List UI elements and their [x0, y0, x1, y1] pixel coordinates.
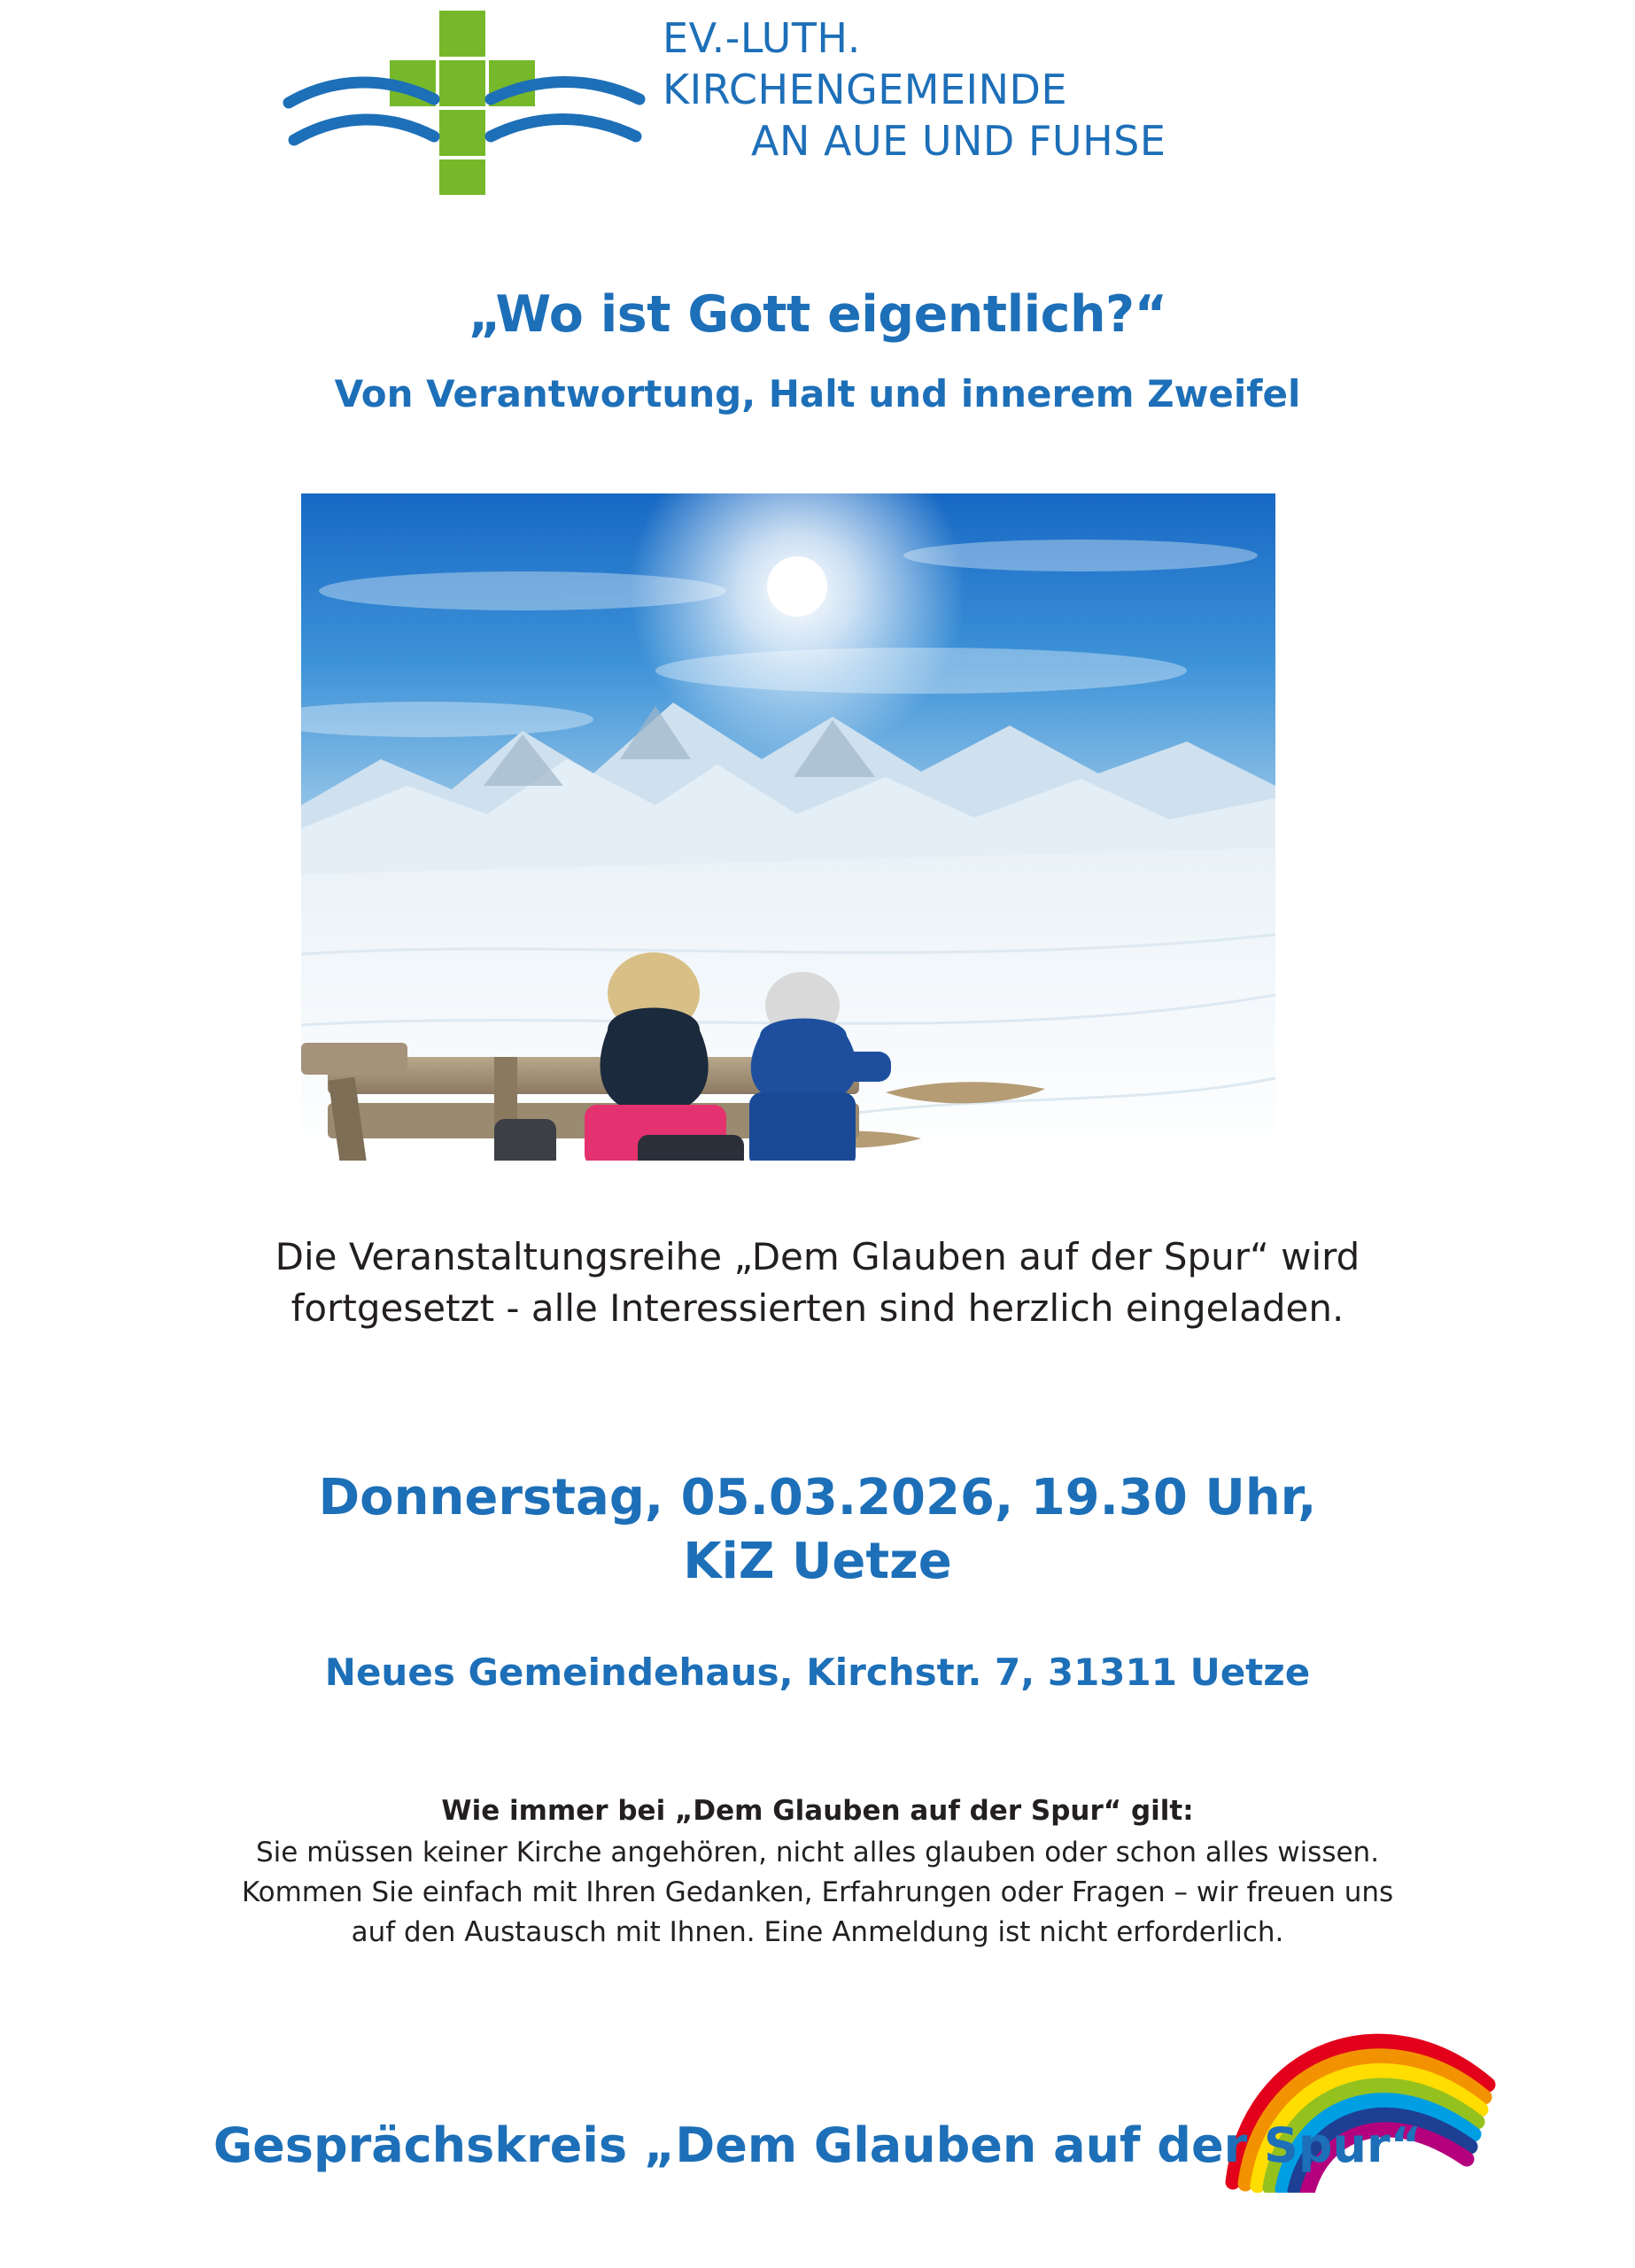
event-datetime	[97, 1466, 1538, 1594]
event-place-line: KiZ Uetze	[683, 1533, 952, 1590]
intro-line-1: Die Veranstaltungsreihe „Dem Glauben auf der Spur“ wird	[275, 1235, 1360, 1278]
poster-title: „Wo ist Gott eigentlich?“	[468, 285, 1167, 344]
note-line-2: Kommen Sie einfach mit Ihren Gedanken, Erfahrungen oder Fragen – wir freuen uns	[241, 1876, 1394, 1908]
mountain-scene-illustration	[301, 493, 1275, 1161]
congregation-logo	[282, 7, 1371, 206]
logo-wordmark	[663, 12, 1166, 167]
series-footer: Gesprächskreis „Dem Glauben auf der Spur“	[213, 2117, 1422, 2173]
poster-photo	[301, 493, 1275, 1161]
note-line-3: auf den Austausch mit Ihnen. Eine Anmeldung ist nicht erforderlich.	[351, 1916, 1284, 1948]
event-date-line: Donnerstag, 05.03.2026, 19.30 Uhr,	[318, 1469, 1317, 1526]
poster-subtitle: Von Verantwortung, Halt und innerem Zweifel	[334, 372, 1301, 416]
logo-line-3: AN AUE UND FUHSE	[751, 117, 1166, 165]
intro-text	[97, 1231, 1538, 1334]
note-line-1: Sie müssen keiner Kirche angehören, nicht alles glauben oder schon alles wissen.	[255, 1837, 1380, 1868]
event-address: Neues Gemeindehaus, Kirchstr. 7, 31311 Uetze	[324, 1651, 1311, 1694]
participation-note	[89, 1791, 1546, 1953]
logo-line-1: EV.-LUTH.	[663, 14, 861, 62]
logo-line-2: KIRCHENGEMEINDE	[663, 66, 1068, 113]
logo-mark-icon	[282, 7, 654, 206]
note-heading: Wie immer bei „Dem Glauben auf der Spur“ gilt:	[441, 1795, 1194, 1827]
intro-line-2: fortgesetzt - alle Interessierten sind herzlich eingeladen.	[291, 1286, 1344, 1330]
